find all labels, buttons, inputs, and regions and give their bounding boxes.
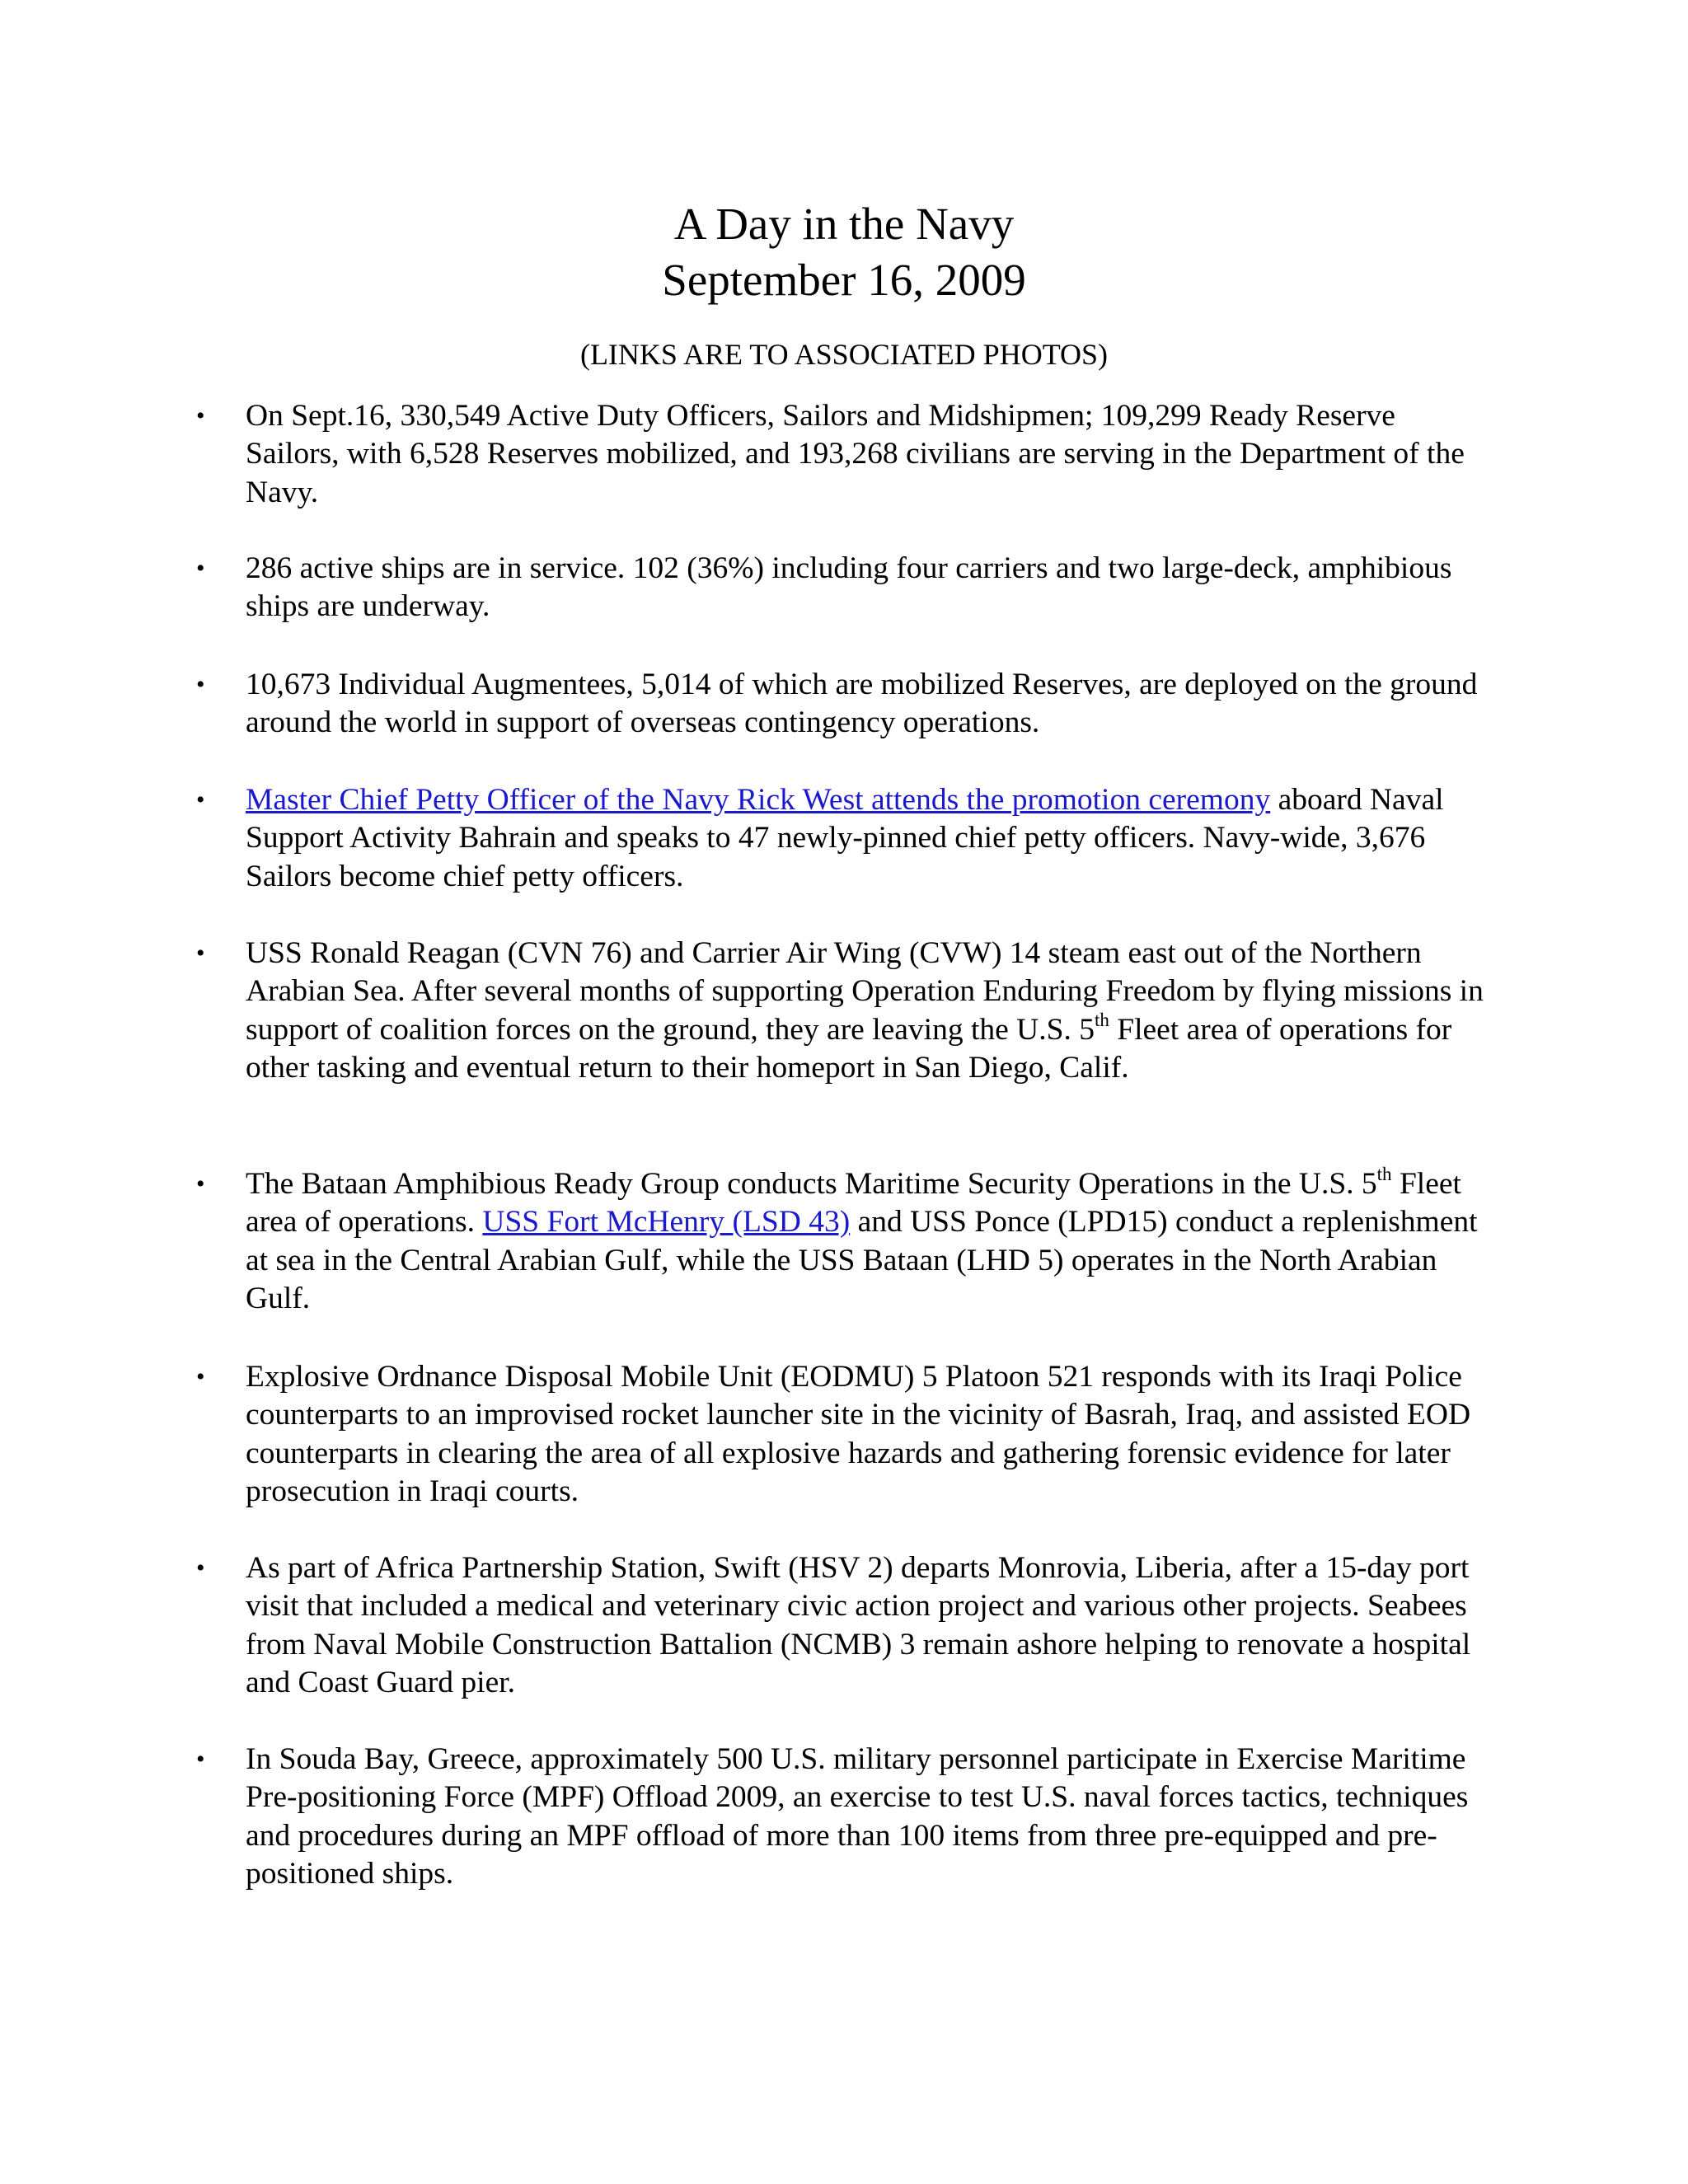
bullet-icon: • — [196, 555, 205, 582]
list-item — [246, 781, 1490, 896]
bullet-icon: • — [196, 940, 205, 967]
item-text: aboard Naval Support Activity Bahrain and speaks to 47 newly-pinned chief petty officers. Navy-wide, 3,676 Sailors become chief petty officers. — [246, 783, 1444, 893]
list-item — [246, 1358, 1490, 1511]
list-item — [246, 1741, 1490, 1894]
fort-mchenry-link[interactable]: USS Fort McHenry (LSD 43) — [482, 1205, 851, 1240]
list-item — [246, 550, 1490, 626]
list-item — [246, 1165, 1490, 1319]
title-line-1: A Day in the Navy — [673, 199, 1015, 249]
bullet-icon: • — [196, 1554, 205, 1582]
superscript: th — [1376, 1164, 1392, 1184]
title-line-2: September 16, 2009 — [662, 255, 1026, 305]
bullet-icon: • — [196, 1363, 205, 1390]
list-item — [246, 935, 1490, 1088]
item-text: On Sept.16, 330,549 Active Duty Officers, Sailors and Midshipmen; 109,299 Ready Reserve Sailors, with 6,528 Reserves mobilized, and 193,268 civilians are serving in the Department of the Navy. — [246, 399, 1465, 509]
item-text: In Souda Bay, Greece, approximately 500 U.S. military personnel participate in Exercise Maritime Pre-positioning Force (MPF) Offload 2009, an exercise to test U.S. naval forces tactics, techniques and procedures during an MPF offload of more than 100 items from three pre-equipped and pre-positioned ships. — [246, 1742, 1469, 1891]
item-text: Fleet area of operations for other tasking and eventual return to their homeport in San Diego, Calif. — [246, 1012, 1452, 1085]
bullet-icon: • — [196, 1170, 205, 1197]
subtitle: (LINKS ARE TO ASSOCIATED PHOTOS) — [579, 338, 1109, 371]
promotion-ceremony-link[interactable]: Master Chief Petty Officer of the Navy Rick West attends the promotion ceremony — [246, 783, 1271, 817]
item-text: USS Ronald Reagan (CVN 76) and Carrier Air Wing (CVW) 14 steam east out of the Northern Arabian Sea. After several months of supporting Operation Enduring Freedom by flying missions in support of coalition forces on the ground, they are leaving the U.S. 5 — [246, 936, 1484, 1047]
item-text: Fleet area of operations. — [246, 1167, 1461, 1240]
bullet-icon: • — [196, 786, 205, 813]
list-item — [246, 666, 1490, 743]
item-text: and USS Ponce (LPD15) conduct a replenishment at sea in the Central Arabian Gulf, while the USS Bataan (LHD 5) operates in the North Arabian Gulf. — [246, 1205, 1478, 1316]
bullet-icon: • — [196, 1746, 205, 1773]
list-item — [246, 1549, 1490, 1703]
item-text: 286 active ships are in service. 102 (36%) including four carriers and two large-deck, amphibious ships are underway. — [246, 551, 1452, 624]
superscript: th — [1094, 1009, 1109, 1030]
item-text: 10,673 Individual Augmentees, 5,014 of which are mobilized Reserves, are deployed on the ground around the world in support of overseas contingency operations. — [246, 668, 1478, 740]
item-text: The Bataan Amphibious Ready Group conducts Maritime Security Operations in the U.S. 5 — [246, 1167, 1377, 1201]
item-text: As part of Africa Partnership Station, Swift (HSV 2) departs Monrovia, Liberia, after a 15-day port visit that included a medical and veterinary civic action project and various other projects. Seabees from Naval Mobile Construction Battalion (NCMB) 3 remain ashore helping to renovate a hospital and Coast Guard pier. — [246, 1551, 1471, 1700]
bullet-icon: • — [196, 671, 205, 698]
item-text: Explosive Ordnance Disposal Mobile Unit (EODMU) 5 Platoon 521 responds with its Iraqi Police counterparts to an improvised rocket launcher site in the vicinity of Basrah, Iraq, and assisted EOD counterparts in clearing the area of all explosive hazards and gathering forensic evidence for later prosecution in Iraqi courts. — [246, 1360, 1471, 1509]
list-item — [246, 397, 1490, 512]
bullet-icon: • — [196, 402, 205, 429]
